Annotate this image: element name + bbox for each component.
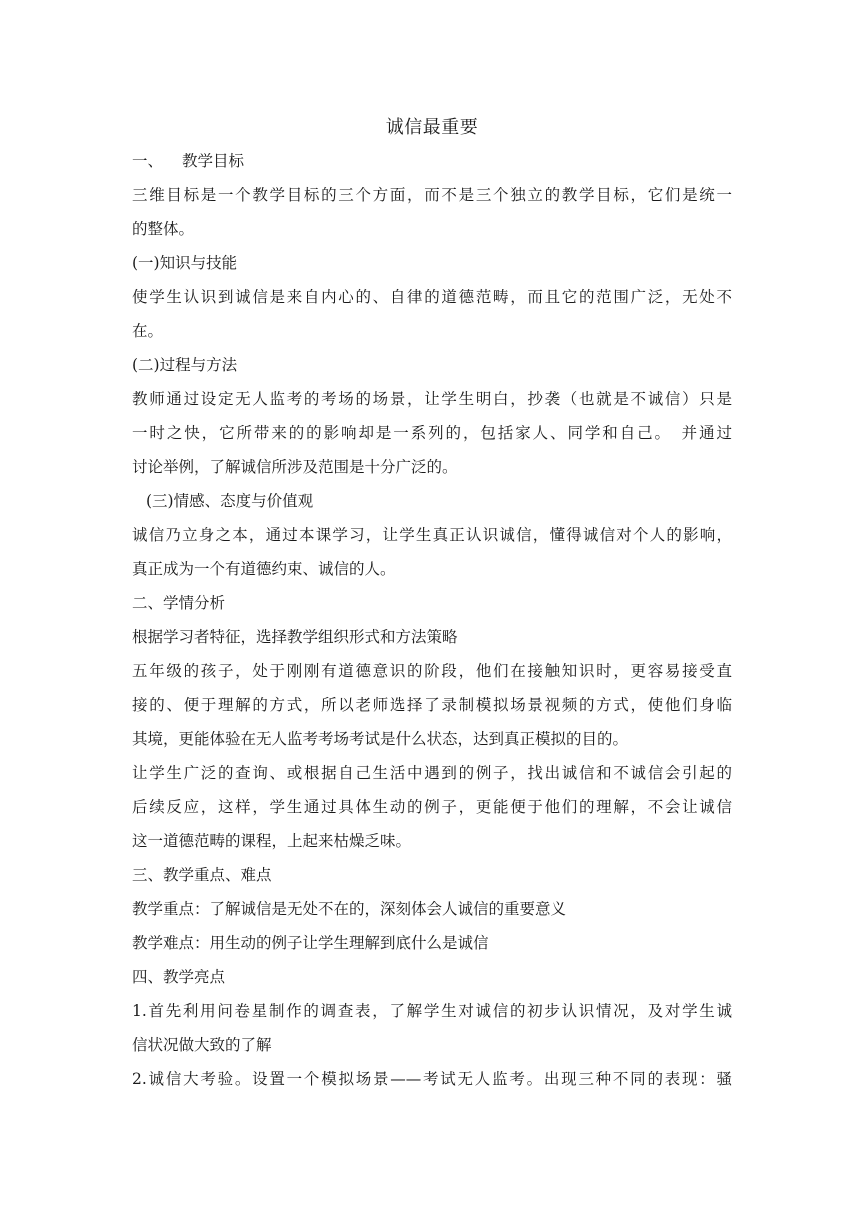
heading-text: 教学目标 xyxy=(182,152,245,170)
subheading-knowledge-skills: (一)知识与技能 xyxy=(132,254,238,272)
heading-key-difficult-points: 三、教学重点、难点 xyxy=(132,866,272,884)
paragraph-line: 诚信乃立身之本，通过本课学习，让学生真正认识诚信，懂得诚信对个人的影响， xyxy=(132,526,732,544)
heading-number: 一、 xyxy=(132,152,164,170)
subheading-process-method: (二)过程与方法 xyxy=(132,356,238,374)
paragraph-line: 教师通过设定无人监考的考场的场景，让学生明白，抄袭（也就是不诚信）只是 xyxy=(132,390,732,408)
paragraph-line: 教学难点：用生动的例子让学生理解到底什么是诚信 xyxy=(132,934,489,952)
paragraph-line: 1.首先利用问卷星制作的调查表，了解学生对诚信的初步认识情况，及对学生诚 xyxy=(132,1002,732,1020)
paragraph-line: 五年级的孩子，处于刚刚有道德意识的阶段，他们在接触知识时，更容易接受直 xyxy=(132,662,732,680)
subheading-emotion-values: (三)情感、态度与价值观 xyxy=(146,492,314,510)
paragraph-line: 三维目标是一个教学目标的三个方面，而不是三个独立的教学目标，它们是统一 xyxy=(132,186,732,204)
paragraph-line: 这一道德范畴的课程，上起来枯燥乏味。 xyxy=(132,832,412,850)
paragraph-line: 2.诚信大考验。设置一个模拟场景——考试无人监考。出现三种不同的表现：骚 xyxy=(132,1070,732,1088)
paragraph-line: 让学生广泛的查询、或根据自己生活中遇到的例子，找出诚信和不诚信会引起的 xyxy=(132,764,732,782)
heading-highlights: 四、教学亮点 xyxy=(132,968,226,986)
paragraph-line: 一时之快，它所带来的的影响却是一系列的，包括家人、同学和自己。 并通过 xyxy=(132,424,732,442)
heading-learner-analysis: 二、学情分析 xyxy=(132,594,226,612)
paragraph-line: 真正成为一个有道德约束、诚信的人。 xyxy=(132,560,396,578)
paragraph-line: 信状况做大致的了解 xyxy=(132,1036,272,1054)
heading-teaching-goals xyxy=(132,144,732,178)
paragraph-line: 在。 xyxy=(132,322,164,340)
document-title: 诚信最重要 xyxy=(385,117,479,138)
paragraph-line: 后续反应，这样，学生通过具体生动的例子，更能便于他们的理解，不会让诚信 xyxy=(132,798,732,816)
document-body xyxy=(132,112,732,1096)
paragraph-line: 使学生认识到诚信是来自内心的、自律的道德范畴，而且它的范围广泛，无处不 xyxy=(132,288,732,306)
paragraph-line: 的整体。 xyxy=(132,220,195,238)
paragraph-line: 讨论举例，了解诚信所涉及范围是十分广泛的。 xyxy=(132,458,458,476)
paragraph-line: 其境，更能体验在无人监考考场考试是什么状态，达到真正模拟的目的。 xyxy=(132,730,629,748)
paragraph-line: 教学重点：了解诚信是无处不在的，深刻体会人诚信的重要意义 xyxy=(132,900,567,918)
paragraph-line: 接的、便于理解的方式，所以老师选择了录制模拟场景视频的方式，使他们身临 xyxy=(132,696,732,714)
paragraph-line: 根据学习者特征，选择教学组织形式和方法策略 xyxy=(132,628,458,646)
